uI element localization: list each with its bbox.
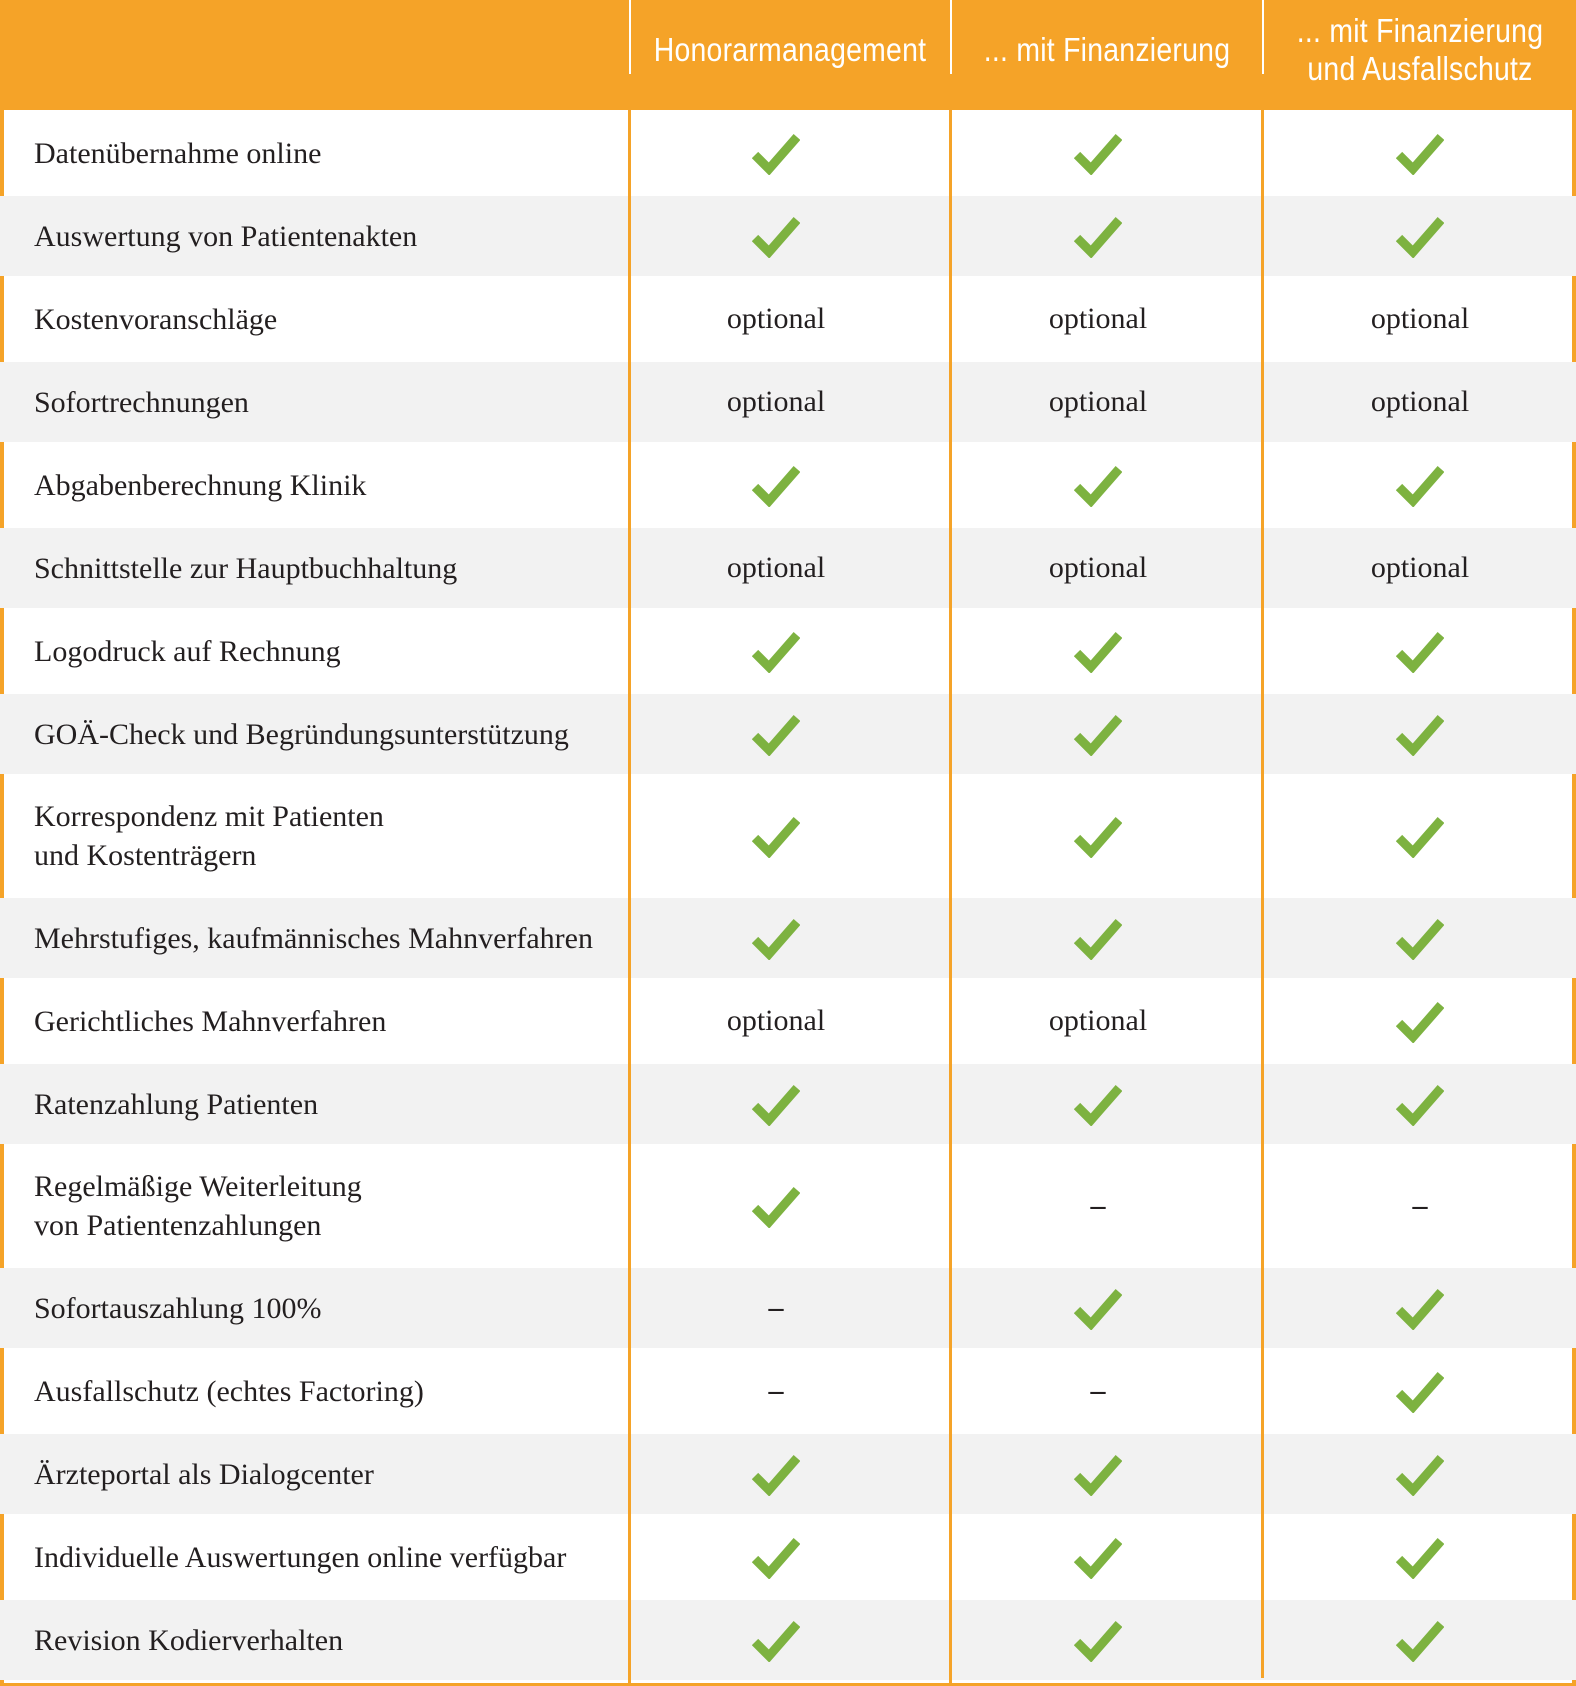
check-cell	[1270, 1064, 1570, 1144]
feature-label: Kostenvoranschläge	[34, 302, 278, 336]
check-cell	[1270, 774, 1570, 898]
check-cell	[626, 1144, 926, 1268]
check-cell	[626, 1600, 926, 1680]
check-cell	[626, 608, 926, 694]
dash-cell	[626, 1348, 926, 1434]
check-cell	[1270, 898, 1570, 978]
optional-cell	[1270, 528, 1570, 608]
check-cell	[626, 110, 926, 196]
check-cell	[1270, 608, 1570, 694]
header-separator	[1262, 0, 1264, 74]
feature-label: Mehrstufiges, kaufmännisches Mahnverfahren	[34, 921, 593, 955]
feature-label: Korrespondenz mit Patienten und Kostenträgern	[34, 800, 384, 872]
checkmark-icon	[752, 463, 800, 507]
header-col-finanzierung: ... mit Finanzierung	[983, 31, 1231, 68]
feature-label: Schnittstelle zur Hauptbuchhaltung	[34, 551, 458, 585]
check-cell	[1270, 110, 1570, 196]
checkmark-icon	[1396, 214, 1444, 258]
checkmark-icon	[1396, 463, 1444, 507]
table-row	[0, 1268, 1576, 1348]
feature-label: Revision Kodierverhalten	[34, 1623, 344, 1657]
feature-label: Ärzteportal als Dialogcenter	[34, 1457, 374, 1491]
checkmark-icon	[1396, 1082, 1444, 1126]
feature-label: Sofortrechnungen	[34, 385, 249, 419]
checkmark-icon	[752, 131, 800, 175]
optional-label: optional	[1048, 302, 1148, 335]
header-col-honorarmanagement: Honorarmanagement	[653, 31, 927, 68]
checkmark-icon	[1396, 999, 1444, 1043]
checkmark-icon	[1074, 1286, 1122, 1330]
check-cell	[1270, 196, 1570, 276]
check-cell	[626, 898, 926, 978]
feature-label: Ratenzahlung Patienten	[34, 1087, 319, 1121]
check-cell	[948, 1064, 1248, 1144]
checkmark-icon	[1074, 1535, 1122, 1579]
checkmark-icon	[1074, 131, 1122, 175]
table-row	[0, 1144, 1576, 1268]
not-available-dash: –	[1412, 1189, 1428, 1222]
check-cell	[626, 1434, 926, 1514]
check-cell	[626, 774, 926, 898]
checkmark-icon	[1074, 1618, 1122, 1662]
optional-cell	[626, 362, 926, 442]
column-divider	[628, 110, 631, 1686]
not-available-dash: –	[1090, 1189, 1106, 1222]
column-divider	[949, 110, 952, 1686]
check-cell	[1270, 694, 1570, 774]
checkmark-icon	[1396, 1452, 1444, 1496]
checkmark-icon	[1396, 1618, 1444, 1662]
checkmark-icon	[1396, 1369, 1444, 1413]
optional-cell	[948, 978, 1248, 1064]
optional-cell	[626, 276, 926, 362]
feature-label: GOÄ-Check und Begründungsunterstützung	[34, 717, 569, 751]
checkmark-icon	[1074, 214, 1122, 258]
check-cell	[948, 898, 1248, 978]
check-cell	[626, 442, 926, 528]
check-cell	[948, 1514, 1248, 1600]
dash-cell	[626, 1268, 926, 1348]
check-cell	[948, 196, 1248, 276]
check-cell	[948, 694, 1248, 774]
check-cell	[1270, 1600, 1570, 1680]
table-row	[0, 774, 1576, 898]
header-row	[0, 0, 1576, 110]
checkmark-icon	[752, 1452, 800, 1496]
checkmark-icon	[752, 1082, 800, 1126]
checkmark-icon	[1074, 916, 1122, 960]
feature-label: Auswertung von Patientenakten	[34, 219, 418, 253]
table-row	[0, 608, 1576, 694]
table-row	[0, 1348, 1576, 1434]
checkmark-icon	[1074, 629, 1122, 673]
checkmark-icon	[752, 1618, 800, 1662]
check-cell	[948, 774, 1248, 898]
check-cell	[1270, 978, 1570, 1064]
optional-cell	[626, 528, 926, 608]
feature-label: Ausfallschutz (echtes Factoring)	[34, 1374, 424, 1408]
column-divider	[1261, 110, 1264, 1678]
checkmark-icon	[752, 916, 800, 960]
checkmark-icon	[752, 629, 800, 673]
checkmark-icon	[1074, 814, 1122, 858]
check-cell	[1270, 1348, 1570, 1434]
check-cell	[948, 608, 1248, 694]
optional-label: optional	[1370, 302, 1470, 335]
table-row	[0, 1600, 1576, 1680]
table-row	[0, 978, 1576, 1064]
check-cell	[948, 1434, 1248, 1514]
table-row	[0, 694, 1576, 774]
dash-cell	[948, 1144, 1248, 1268]
feature-label: Individuelle Auswertungen online verfügbar	[34, 1540, 567, 1574]
table-row	[0, 362, 1576, 442]
optional-label: optional	[1048, 551, 1148, 584]
header-col-ausfallschutz: ... mit Finanzierung und Ausfallschutz	[1296, 12, 1544, 87]
check-cell	[1270, 1434, 1570, 1514]
feature-label: Gerichtliches Mahnverfahren	[34, 1004, 387, 1038]
checkmark-icon	[752, 814, 800, 858]
header-separator	[629, 0, 631, 74]
checkmark-icon	[752, 214, 800, 258]
dash-cell	[948, 1348, 1248, 1434]
optional-label: optional	[1048, 385, 1148, 418]
checkmark-icon	[1396, 712, 1444, 756]
checkmark-icon	[1074, 1452, 1122, 1496]
checkmark-icon	[1074, 1082, 1122, 1126]
not-available-dash: –	[1090, 1374, 1106, 1407]
checkmark-icon	[1396, 1286, 1444, 1330]
check-cell	[626, 1064, 926, 1144]
table-row	[0, 1434, 1576, 1514]
check-cell	[1270, 1514, 1570, 1600]
table-row	[0, 1064, 1576, 1144]
not-available-dash: –	[768, 1374, 784, 1407]
checkmark-icon	[1396, 916, 1444, 960]
optional-cell	[948, 528, 1248, 608]
check-cell	[626, 694, 926, 774]
table-row	[0, 1514, 1576, 1600]
checkmark-icon	[1396, 131, 1444, 175]
table-row	[0, 898, 1576, 978]
feature-label: Abgabenberechnung Klinik	[34, 468, 367, 502]
checkmark-icon	[1074, 712, 1122, 756]
optional-label: optional	[1370, 551, 1470, 584]
checkmark-icon	[752, 1535, 800, 1579]
checkmark-icon	[752, 1184, 800, 1228]
dash-cell	[1270, 1144, 1570, 1268]
table-row	[0, 442, 1576, 528]
check-cell	[948, 442, 1248, 528]
feature-label: Sofortauszahlung 100%	[34, 1291, 322, 1325]
check-cell	[626, 1514, 926, 1600]
feature-label: Logodruck auf Rechnung	[34, 634, 341, 668]
check-cell	[1270, 1268, 1570, 1348]
check-cell	[948, 1600, 1248, 1680]
optional-label: optional	[726, 302, 826, 335]
check-cell	[948, 110, 1248, 196]
checkmark-icon	[1074, 463, 1122, 507]
header-separator	[950, 0, 952, 74]
feature-label: Regelmäßige Weiterleitung von Patientenzahlungen	[34, 1170, 362, 1242]
check-cell	[626, 196, 926, 276]
checkmark-icon	[1396, 1535, 1444, 1579]
check-cell	[1270, 442, 1570, 528]
optional-label: optional	[726, 385, 826, 418]
checkmark-icon	[1396, 814, 1444, 858]
optional-cell	[626, 978, 926, 1064]
optional-label: optional	[726, 1004, 826, 1037]
optional-label: optional	[1370, 385, 1470, 418]
optional-cell	[1270, 276, 1570, 362]
not-available-dash: –	[768, 1291, 784, 1324]
optional-label: optional	[726, 551, 826, 584]
optional-label: optional	[1048, 1004, 1148, 1037]
table-row	[0, 528, 1576, 608]
feature-label: Datenübernahme online	[34, 136, 322, 170]
checkmark-icon	[1396, 629, 1444, 673]
table-row	[0, 110, 1576, 196]
optional-cell	[1270, 362, 1570, 442]
table-row	[0, 276, 1576, 362]
checkmark-icon	[752, 712, 800, 756]
optional-cell	[948, 362, 1248, 442]
table-row	[0, 196, 1576, 276]
check-cell	[948, 1268, 1248, 1348]
optional-cell	[948, 276, 1248, 362]
table-body	[0, 110, 1576, 1680]
